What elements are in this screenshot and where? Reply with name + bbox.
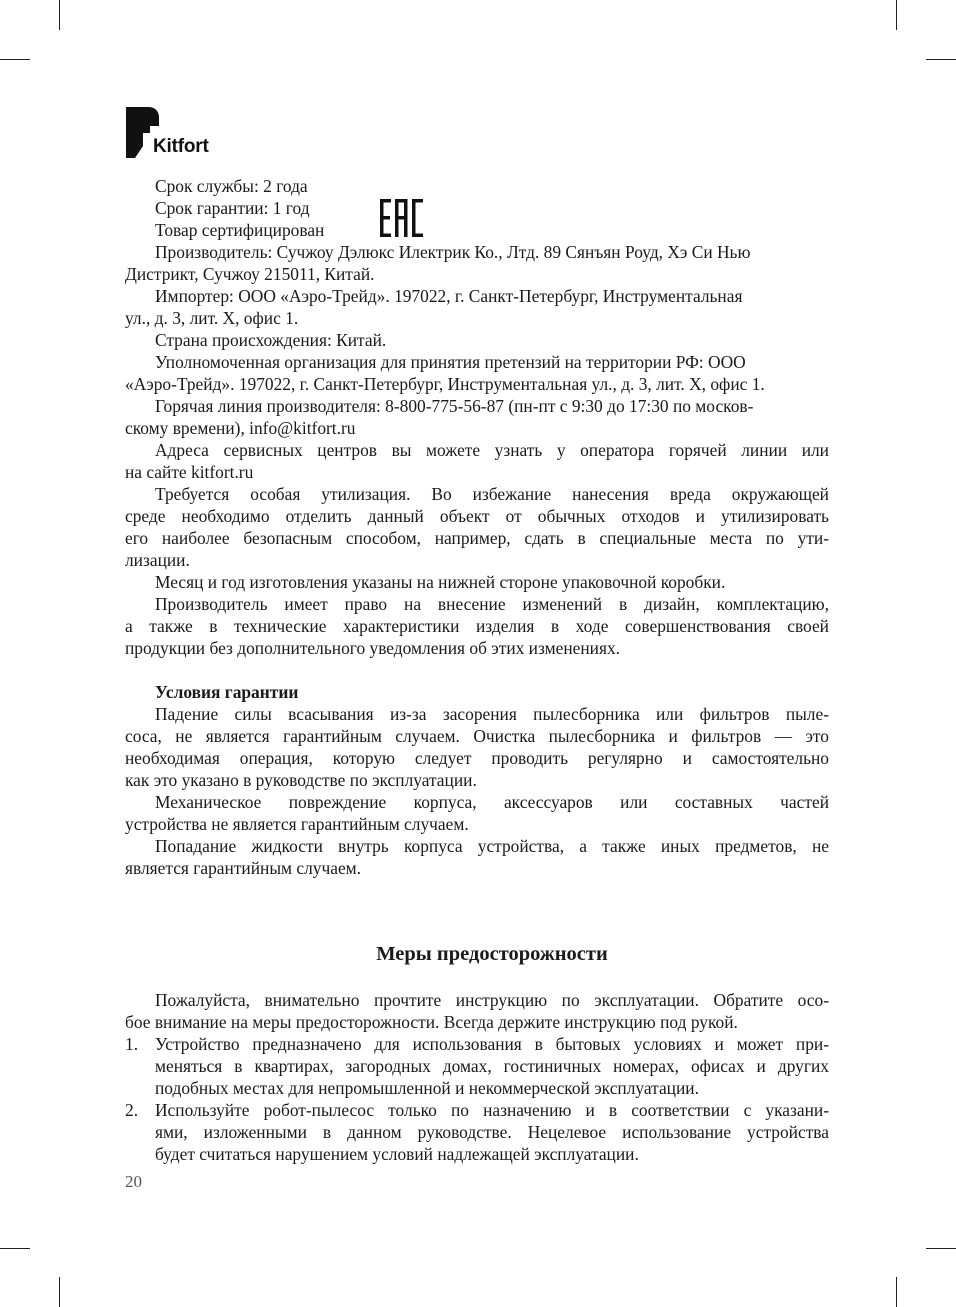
text-line: продукции без дополнительного уведомления об этих изменениях. xyxy=(125,638,621,658)
text-line: лизации. xyxy=(125,550,190,570)
text-line: бое внимание на меры предосторожности. Всегда держите инструкцию под рукой. xyxy=(125,1012,738,1032)
service-life: Срок службы: 2 года xyxy=(155,176,308,196)
warranty-heading: Условия гарантии xyxy=(155,682,299,702)
list-item xyxy=(125,1033,829,1099)
text-line: ями, изложенными в данном руководстве. Нецелевое использование устройства xyxy=(155,1122,829,1142)
text-line: Падение силы всасывания из-за засорения пылесборника или фильтров пыле- xyxy=(155,704,829,724)
text-line: Используйте робот-пылесос только по назначению и в соответствии с указани- xyxy=(155,1100,829,1120)
text-line: Производитель имеет право на внесение изменений в дизайн, комплектацию, xyxy=(155,594,829,614)
text-line: на сайте kitfort.ru xyxy=(125,462,254,482)
text-line: Производитель: Сучжоу Дэлюкс Илектрик Ко., Лтд. 89 Сянъян Роуд, Хэ Си Нью xyxy=(155,242,751,262)
brand-name: Kitfort xyxy=(153,136,209,157)
section-title: Меры предосторожности xyxy=(376,943,608,965)
text-line: является гарантийным случаем. xyxy=(125,858,362,878)
text-line: его наиболее безопасным способом, например, сдать в специальные места по ути- xyxy=(125,528,829,548)
text-line: Горячая линия производителя: 8-800-775-56-87 (пн-пт с 9:30 до 17:30 по москов- xyxy=(155,396,754,416)
crop-mark xyxy=(0,1248,30,1249)
text-line: Попадание жидкости внутрь корпуса устройства, а также иных предметов, не xyxy=(155,836,829,856)
text-line: Устройство предназначено для использования в бытовых условиях и может при- xyxy=(155,1034,829,1054)
text-line: как это указано в руководстве по эксплуатации. xyxy=(125,770,477,790)
list-item xyxy=(125,1099,829,1165)
text-line: скому времени), info@kitfort.ru xyxy=(125,418,356,438)
page-number: 20 xyxy=(125,1172,142,1191)
crop-mark xyxy=(896,0,897,30)
text-line: устройства не является гарантийным случаем. xyxy=(125,814,469,834)
crop-mark xyxy=(926,1248,956,1249)
list-number: 1. xyxy=(125,1034,139,1054)
crop-mark xyxy=(896,1277,897,1307)
crop-mark xyxy=(0,59,30,60)
text-line: среде необходимо отделить данный объект от обычных отходов и утилизировать xyxy=(125,506,829,526)
text-line: Месяц и год изготовления указаны на нижней стороне упаковочной коробки. xyxy=(155,572,726,592)
text-line: Механическое повреждение корпуса, аксессуаров или составных частей xyxy=(155,792,829,812)
text-line: соса, не является гарантийным случаем. Очистка пылесборника и фильтров — это xyxy=(125,726,829,746)
text-line: Адреса сервисных центров вы можете узнать у оператора горячей линии или xyxy=(155,440,829,460)
crop-mark xyxy=(59,0,60,30)
text-line: «Аэро-Трейд». 197022, г. Санкт-Петербург, Инструментальная ул., д. 3, лит. Х, офис 1. xyxy=(125,374,765,394)
text-line: Требуется особая утилизация. Во избежание нанесения вреда окружающей xyxy=(155,484,829,504)
text-line: Страна происхождения: Китай. xyxy=(155,330,387,350)
certified-note: Товар сертифицирован xyxy=(155,220,325,240)
text-line: ул., д. 3, лит. Х, офис 1. xyxy=(125,308,299,328)
text-line: меняться в квартирах, загородных домах, гостиничных номерах, офисах и других xyxy=(155,1056,829,1076)
list-number: 2. xyxy=(125,1100,139,1120)
page-content xyxy=(125,175,829,1165)
brand-logo xyxy=(126,107,246,159)
crop-mark xyxy=(59,1277,60,1307)
text-line: Пожалуйста, внимательно прочтите инструкцию по эксплуатации. Обратите осо- xyxy=(155,990,829,1010)
text-line: будет считаться нарушением условий надлежащей эксплуатации. xyxy=(155,1144,639,1164)
text-line: Уполномоченная организация для принятия претензий на территории РФ: ООО xyxy=(155,352,746,372)
text-line: а также в технические характеристики изделия в ходе совершенствования своей xyxy=(125,616,829,636)
crop-mark xyxy=(926,59,956,60)
warranty-period: Срок гарантии: 1 год xyxy=(155,198,310,218)
text-line: Дистрикт, Сучжоу 215011, Китай. xyxy=(125,264,375,284)
text-line: необходимая операция, которую следует проводить регулярно и самостоятельно xyxy=(125,748,829,768)
text-line: Импортер: ООО «Аэро-Трейд». 197022, г. Санкт-Петербург, Инструментальная xyxy=(155,286,743,306)
text-line: подобных местах для непромышленной и некоммерческой эксплуатации. xyxy=(155,1078,699,1098)
